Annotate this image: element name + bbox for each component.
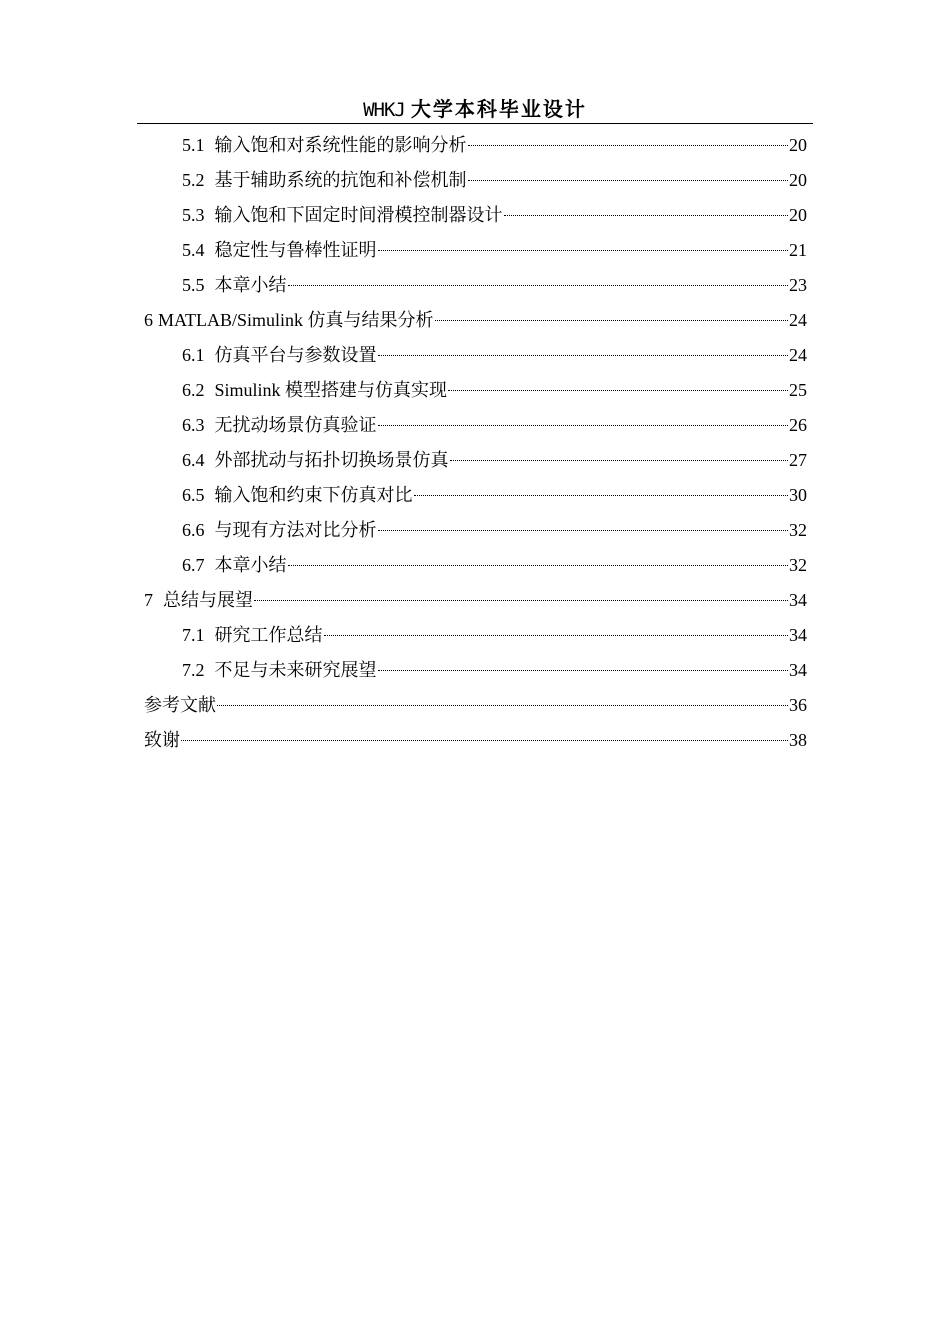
toc-dot-leader — [254, 600, 788, 601]
toc-entry-page-number: 38 — [789, 730, 807, 750]
toc-entry-page-number: 24 — [789, 345, 807, 365]
toc-entry-title: Simulink 模型搭建与仿真实现 — [214, 380, 448, 400]
toc-entry-title: 总结与展望 — [163, 590, 253, 610]
toc-entry-page-number: 20 — [789, 135, 807, 155]
toc-dot-leader — [378, 355, 789, 356]
toc-entry-title: 不足与未来研究展望 — [214, 660, 377, 680]
toc-entry-page-number: 30 — [789, 485, 807, 505]
toc-entry-title: 输入饱和下固定时间滑模控制器设计 — [214, 205, 503, 225]
toc-entry[interactable] — [144, 268, 807, 303]
page-header — [137, 96, 813, 122]
toc-entry-title: 无扰动场景仿真验证 — [214, 415, 377, 435]
toc-dot-leader — [378, 530, 789, 531]
toc-entry-title: MATLAB/Simulink 仿真与结果分析 — [158, 310, 434, 330]
toc-entry-number: 6.1 — [182, 345, 205, 365]
toc-entry[interactable] — [144, 548, 807, 583]
toc-entry-page-number: 24 — [789, 310, 807, 330]
toc-entry-number: 5.2 — [182, 170, 205, 190]
header-title: 大学本科毕业设计 — [410, 97, 587, 121]
toc-entry[interactable] — [144, 128, 807, 163]
toc-entry-title: 致谢 — [144, 730, 180, 750]
table-of-contents — [144, 128, 807, 758]
toc-entry-title: 稳定性与鲁棒性证明 — [214, 240, 377, 260]
toc-entry[interactable] — [144, 618, 807, 653]
header-rule — [137, 123, 813, 124]
toc-dot-leader — [468, 180, 789, 181]
toc-entry-page-number: 23 — [789, 275, 807, 295]
toc-entry[interactable] — [144, 408, 807, 443]
toc-entry[interactable] — [144, 443, 807, 478]
toc-entry-number: 6.6 — [182, 520, 205, 540]
toc-entry-number: 5.5 — [182, 275, 205, 295]
toc-entry-title: 仿真平台与参数设置 — [214, 345, 377, 365]
toc-dot-leader — [504, 215, 789, 216]
toc-entry-title: 研究工作总结 — [214, 625, 323, 645]
toc-entry-number: 6 — [144, 310, 153, 330]
toc-dot-leader — [468, 145, 789, 146]
toc-entry[interactable] — [144, 653, 807, 688]
toc-entry-title: 输入饱和对系统性能的影响分析 — [214, 135, 467, 155]
toc-entry-page-number: 32 — [789, 555, 807, 575]
toc-entry-page-number: 34 — [789, 590, 807, 610]
toc-entry[interactable] — [144, 478, 807, 513]
toc-entry[interactable] — [144, 513, 807, 548]
toc-entry-title: 本章小结 — [214, 275, 287, 295]
toc-entry-title: 与现有方法对比分析 — [214, 520, 377, 540]
toc-entry-title: 外部扰动与拓扑切换场景仿真 — [214, 450, 449, 470]
toc-entry-page-number: 26 — [789, 415, 807, 435]
toc-entry-title: 基于辅助系统的抗饱和补偿机制 — [214, 170, 467, 190]
header-institution-code: WHKJ — [363, 99, 405, 121]
toc-dot-leader — [217, 705, 788, 706]
toc-entry-page-number: 34 — [789, 660, 807, 680]
toc-entry-page-number: 36 — [789, 695, 807, 715]
toc-entry-page-number: 34 — [789, 625, 807, 645]
toc-entry-number: 7.1 — [182, 625, 205, 645]
toc-entry-page-number: 27 — [789, 450, 807, 470]
toc-entry-title: 本章小结 — [214, 555, 287, 575]
toc-entry-number: 5.4 — [182, 240, 205, 260]
toc-dot-leader — [450, 460, 789, 461]
toc-entry[interactable] — [144, 723, 807, 758]
toc-dot-leader — [288, 285, 789, 286]
toc-entry-title: 参考文献 — [144, 695, 216, 715]
toc-dot-leader — [448, 390, 788, 391]
toc-dot-leader — [378, 425, 789, 426]
toc-entry-number: 5.1 — [182, 135, 205, 155]
toc-entry-page-number: 32 — [789, 520, 807, 540]
toc-entry-number: 6.2 — [182, 380, 205, 400]
toc-entry-number: 6.7 — [182, 555, 205, 575]
toc-entry-page-number: 20 — [789, 205, 807, 225]
toc-entry-number: 7.2 — [182, 660, 205, 680]
toc-entry-title: 输入饱和约束下仿真对比 — [214, 485, 413, 505]
toc-entry-page-number: 25 — [789, 380, 807, 400]
toc-dot-leader — [181, 740, 788, 741]
toc-dot-leader — [435, 320, 788, 321]
toc-entry[interactable] — [144, 303, 807, 338]
toc-entry-number: 7 — [144, 590, 153, 610]
toc-entry[interactable] — [144, 198, 807, 233]
toc-entry[interactable] — [144, 163, 807, 198]
toc-entry-number: 6.5 — [182, 485, 205, 505]
toc-entry[interactable] — [144, 233, 807, 268]
toc-entry-number: 5.3 — [182, 205, 205, 225]
toc-dot-leader — [378, 250, 789, 251]
toc-dot-leader — [324, 635, 789, 636]
toc-entry[interactable] — [144, 583, 807, 618]
toc-entry-page-number: 21 — [789, 240, 807, 260]
toc-entry[interactable] — [144, 688, 807, 723]
toc-entry-number: 6.3 — [182, 415, 205, 435]
toc-entry[interactable] — [144, 373, 807, 408]
toc-dot-leader — [378, 670, 789, 671]
toc-dot-leader — [288, 565, 789, 566]
toc-entry-number: 6.4 — [182, 450, 205, 470]
toc-dot-leader — [414, 495, 789, 496]
toc-entry-page-number: 20 — [789, 170, 807, 190]
toc-entry[interactable] — [144, 338, 807, 373]
